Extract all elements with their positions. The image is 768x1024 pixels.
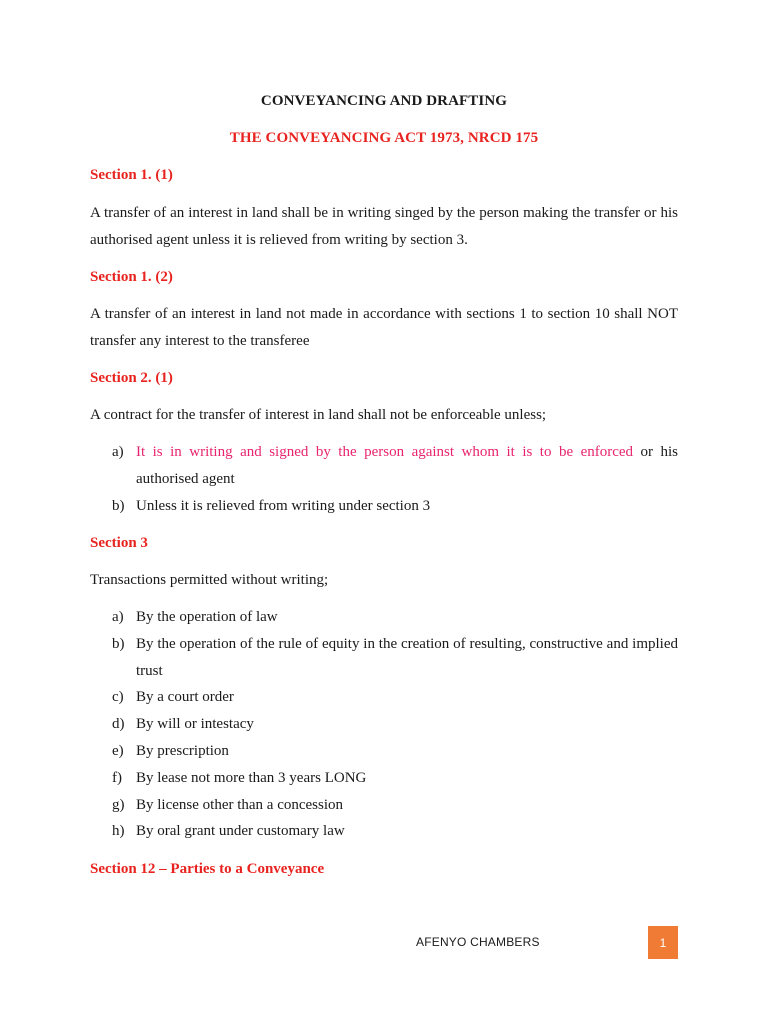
list-item-text: or his authorised agent <box>136 444 678 487</box>
list-item <box>112 792 678 819</box>
list-marker: f) <box>112 769 122 786</box>
list-item <box>112 604 678 631</box>
list-marker: g) <box>112 796 125 813</box>
list-item-text: By oral grant under customary law <box>136 823 345 840</box>
section-heading: Section 1. (2) <box>90 269 173 285</box>
list-marker: e) <box>112 742 124 759</box>
list-marker: h) <box>112 823 125 840</box>
section-paragraph: A transfer of an interest in land shall be in writing singed by the person making the transfer or his authorised agent unless it is relieved from writing by section 3. <box>90 205 678 248</box>
list-marker: b) <box>112 635 125 652</box>
list-marker: c) <box>112 689 124 706</box>
document-subtitle: THE CONVEYANCING ACT 1973, NRCD 175 <box>229 130 539 146</box>
list-item <box>112 738 678 765</box>
list-marker: a) <box>112 609 124 625</box>
list-item <box>112 631 678 685</box>
list-marker: d) <box>112 716 125 733</box>
list-marker: b) <box>112 497 125 514</box>
section-heading: Section 3 <box>90 535 148 551</box>
list-marker: a) <box>112 444 124 460</box>
list-item-text: By a court order <box>136 689 234 706</box>
list-item <box>112 439 678 493</box>
list-item-text: By will or intestacy <box>136 716 254 733</box>
footer-label: AFENYO CHAMBERS <box>416 935 540 949</box>
section-heading: Section 2. (1) <box>90 370 173 386</box>
page-number-badge: 1 <box>648 926 678 959</box>
list-item-text: Unless it is relieved from writing under section 3 <box>136 497 431 514</box>
section-paragraph: A contract for the transfer of interest in land shall not be enforceable unless; <box>90 407 547 423</box>
list-item-text: By lease not more than 3 years LONG <box>136 769 367 786</box>
highlighted-text: It is in writing and signed by the person against whom it is to be enforced <box>136 444 634 460</box>
section-heading: Section 12 – Parties to a Conveyance <box>90 861 325 877</box>
list-item <box>112 711 678 738</box>
section-paragraph: A transfer of an interest in land not made in accordance with sections 1 to section 10 shall NOT transfer any interest to the transferee <box>90 306 678 349</box>
section-paragraph: Transactions permitted without writing; <box>90 572 329 588</box>
document-title: CONVEYANCING AND DRAFTING <box>260 93 508 109</box>
list-item <box>112 765 678 792</box>
list-item-text: By license other than a concession <box>136 796 344 813</box>
list-item-text: By the operation of law <box>136 609 278 625</box>
list-item <box>112 493 678 520</box>
list-item-text: By prescription <box>136 742 229 759</box>
section-3-list <box>112 604 678 845</box>
section-2-list <box>112 439 678 519</box>
list-item <box>112 684 678 711</box>
section-heading: Section 1. (1) <box>90 167 173 183</box>
list-item-text: By the operation of the rule of equity in the creation of resulting, constructive and implied trust <box>136 635 678 679</box>
list-item <box>112 818 678 845</box>
